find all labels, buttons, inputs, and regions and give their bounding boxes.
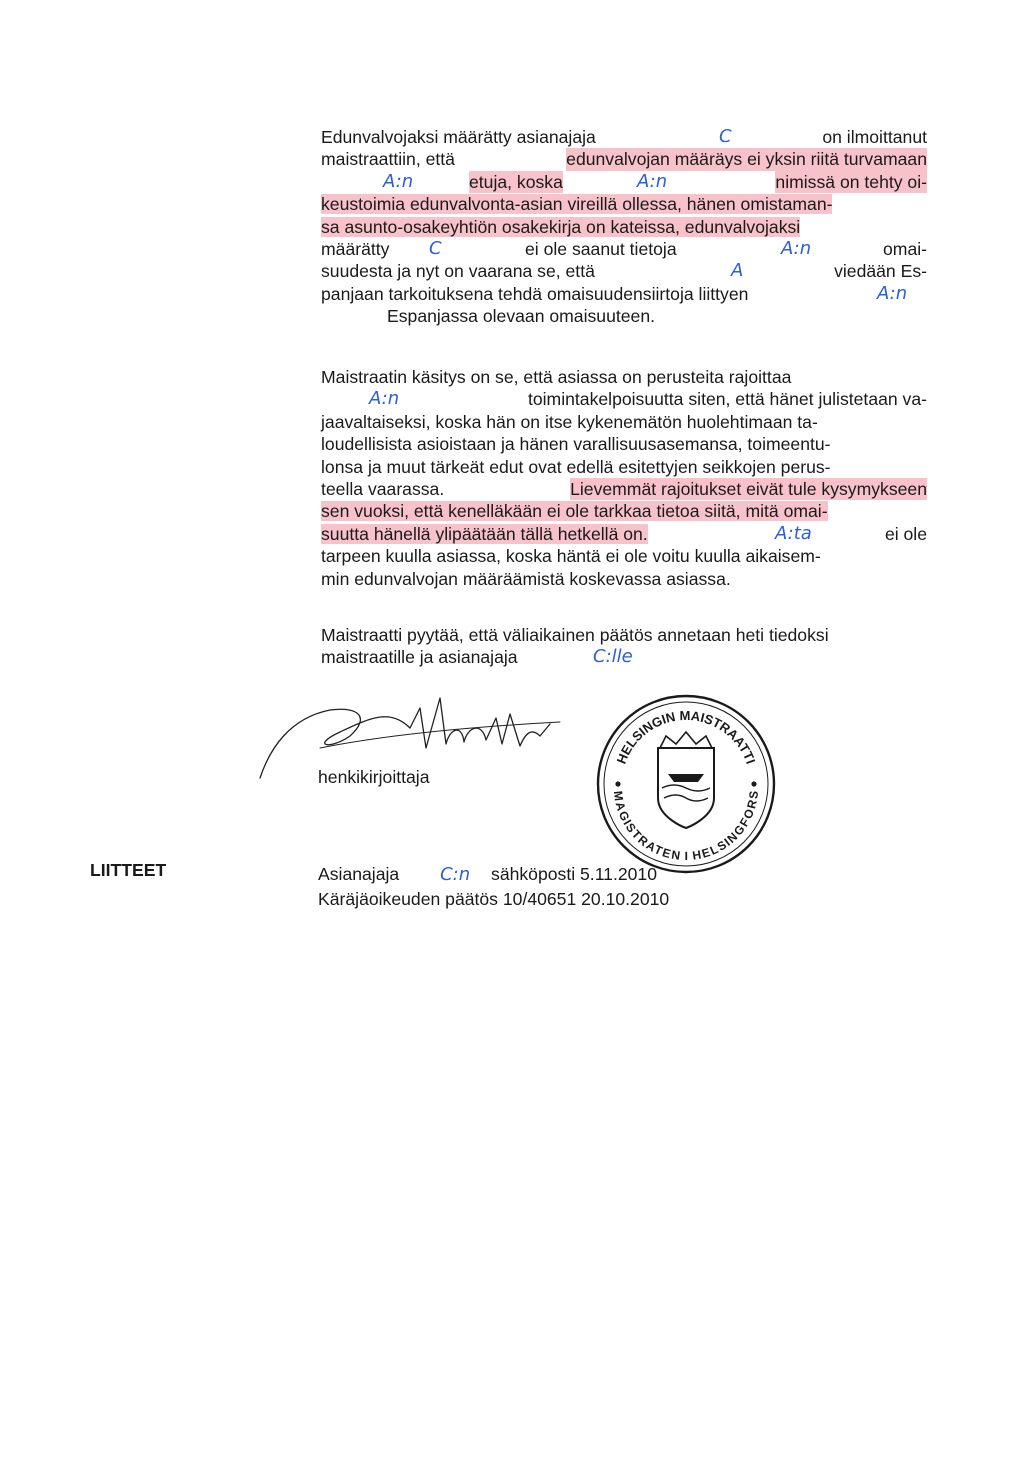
highlight: sa asunto-osakeyhtiön osakekirja on kateissa, edunvalvojaksi: [321, 216, 801, 237]
p1-line-5: [321, 216, 927, 238]
p2-line-5: lonsa ja muut tärkeät edut ovat edellä esitettyjen seikkojen perus-: [321, 456, 831, 477]
attachments-heading: LIITTEET: [90, 860, 167, 880]
p1-line-7: suudesta ja nyt on vaarana se, että A viedään Es-: [321, 260, 927, 282]
handwritten-name: A: [731, 260, 744, 282]
handwritten-name: C: [429, 237, 442, 259]
paragraph-2: [321, 366, 927, 590]
highlight: suutta hänellä ylipäätään tällä hetkellä on.: [321, 523, 648, 544]
p2-line-7: [321, 500, 927, 522]
p1-line-6: määrätty C ei ole saanut tietoja A:n omai-: [321, 237, 927, 259]
handwritten-name: C:lle: [593, 646, 633, 668]
p1-line-4: [321, 193, 927, 215]
p2-line-8: suutta hänellä ylipäätään tällä hetkellä on. A:ta ei ole: [321, 522, 927, 544]
handwritten-name: A:n: [383, 170, 414, 192]
attachments-list: [318, 862, 669, 911]
paragraph-3: [321, 624, 927, 669]
official-seal-icon: [596, 688, 776, 878]
svg-text:HELSINGIN MAISTRAATTI: HELSINGIN MAISTRAATTI: [613, 707, 759, 766]
highlight: keustoimia edunvalvonta-asian vireillä ollessa, hänen omistaman-: [321, 194, 833, 215]
attachment-item: Asianajaja C:n sähköposti 5.11.2010: [318, 864, 657, 885]
p2-line-1: Maistraatin käsitys on se, että asiassa on perusteita rajoittaa: [321, 367, 792, 387]
p1-line-3: [321, 171, 927, 193]
paragraph-1: [321, 126, 927, 328]
svg-text:MAGISTRATEN I HELSINGFORS: MAGISTRATEN I HELSINGFORS: [610, 790, 762, 864]
p2-line-3: jaavaltaiseksi, koska hän on itse kykenemätön huolehtimaan ta-: [321, 411, 818, 432]
handwritten-name: A:n: [637, 170, 668, 192]
signature-title: henkikirjoittaja: [318, 767, 430, 787]
p1-line-1: Edunvalvojaksi määrätty asianajaja C on ilmoittanut: [321, 126, 927, 147]
p3-line-2: maistraatille ja asianajaja C:lle: [321, 646, 633, 668]
highlight: Lievemmät rajoitukset eivät tule kysymykseen: [570, 478, 927, 499]
p2-line-10: min edunvalvojan määräämistä koskevassa asiassa.: [321, 568, 731, 589]
p3-line-1: Maistraatti pyytää, että väliaikainen päätös annetaan heti tiedoksi: [321, 625, 829, 645]
p1-line-9: Espanjassa olevaan omaisuuteen.: [387, 306, 655, 327]
p2-line-9: tarpeen kuulla asiassa, koska häntä ei ole voitu kuulla aikaisem-: [321, 546, 821, 567]
handwritten-name: A:ta: [775, 522, 812, 544]
highlight: nimissä on tehty oi-: [775, 171, 927, 192]
p2-line-2: A:n toimintakelpoisuutta siten, että hänet julistetaan va-: [369, 388, 927, 410]
handwritten-name: C: [719, 126, 732, 147]
attachment-item: Käräjäoikeuden päätös 10/40651 20.10.2010: [318, 889, 670, 909]
handwritten-name: A:n: [877, 282, 908, 304]
handwritten-name: C:n: [440, 864, 471, 885]
highlight: edunvalvojan määräys ei yksin riitä turvamaan: [566, 149, 927, 170]
p1-line-8: panjaan tarkoituksena tehdä omaisuudensiirtoja liittyen A:n: [321, 282, 908, 304]
p2-line-6: teella vaarassa. Lievemmät rajoitukset eivät tule kysymykseen: [321, 478, 927, 499]
p2-line-4: loudellisista asioistaan ja hänen varallisuusasemansa, toimeentu-: [321, 434, 831, 455]
handwritten-name: A:n: [369, 388, 400, 410]
p1-line-2: maistraattiin, että edunvalvojan määräys ei yksin riitä turvamaan: [321, 149, 927, 170]
highlight: sen vuoksi, että kenelläkään ei ole tarkkaa tietoa siitä, mitä omai-: [321, 501, 828, 522]
highlight: etuja, koska: [469, 171, 563, 192]
handwritten-name: A:n: [781, 237, 812, 259]
